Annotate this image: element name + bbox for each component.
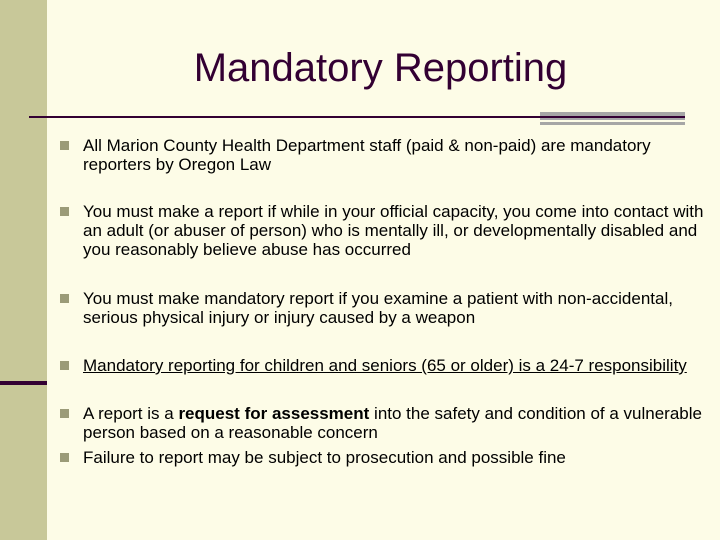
side-marker-rule (0, 381, 47, 385)
bullet-text: You must make a report if while in your official capacity, you come into contact with an adult (or abuser of person) who is mentally ill, or developmentally disabled and you reasonably believe abuse has occurred (83, 202, 704, 259)
square-bullet-icon (60, 361, 69, 370)
square-bullet-icon (60, 207, 69, 216)
bullet-text: All Marion County Health Department staff (paid & non-paid) are mandatory reporters by Oregon Law (83, 136, 651, 174)
square-bullet-icon (60, 409, 69, 418)
title-divider (29, 116, 685, 118)
bullet-text-lead: A report is a (83, 404, 179, 423)
square-bullet-icon (60, 141, 69, 150)
bullet-item (60, 356, 705, 375)
side-bar (0, 0, 47, 540)
bullet-item (60, 289, 705, 327)
accent-rule-lower (540, 122, 685, 125)
bullet-text: Failure to report may be subject to prosecution and possible fine (83, 448, 566, 467)
bullet-list (60, 136, 705, 467)
bullet-text: You must make mandatory report if you examine a patient with non-accidental, serious physical injury or injury caused by a weapon (83, 289, 673, 327)
bullet-text: Mandatory reporting for children and seniors (65 or older) is a 24-7 responsibility (83, 356, 687, 375)
bullet-item (60, 136, 705, 174)
bullet-item (60, 404, 705, 442)
bullet-item (60, 202, 705, 259)
square-bullet-icon (60, 294, 69, 303)
square-bullet-icon (60, 453, 69, 462)
slide-title: Mandatory Reporting (193, 46, 568, 90)
bullet-item (60, 448, 705, 467)
bullet-text-tail: into the safety and condition of a vulnerable person based on a reasonable concern (83, 404, 702, 442)
bullet-text-emphasis: request for assessment (178, 404, 370, 423)
